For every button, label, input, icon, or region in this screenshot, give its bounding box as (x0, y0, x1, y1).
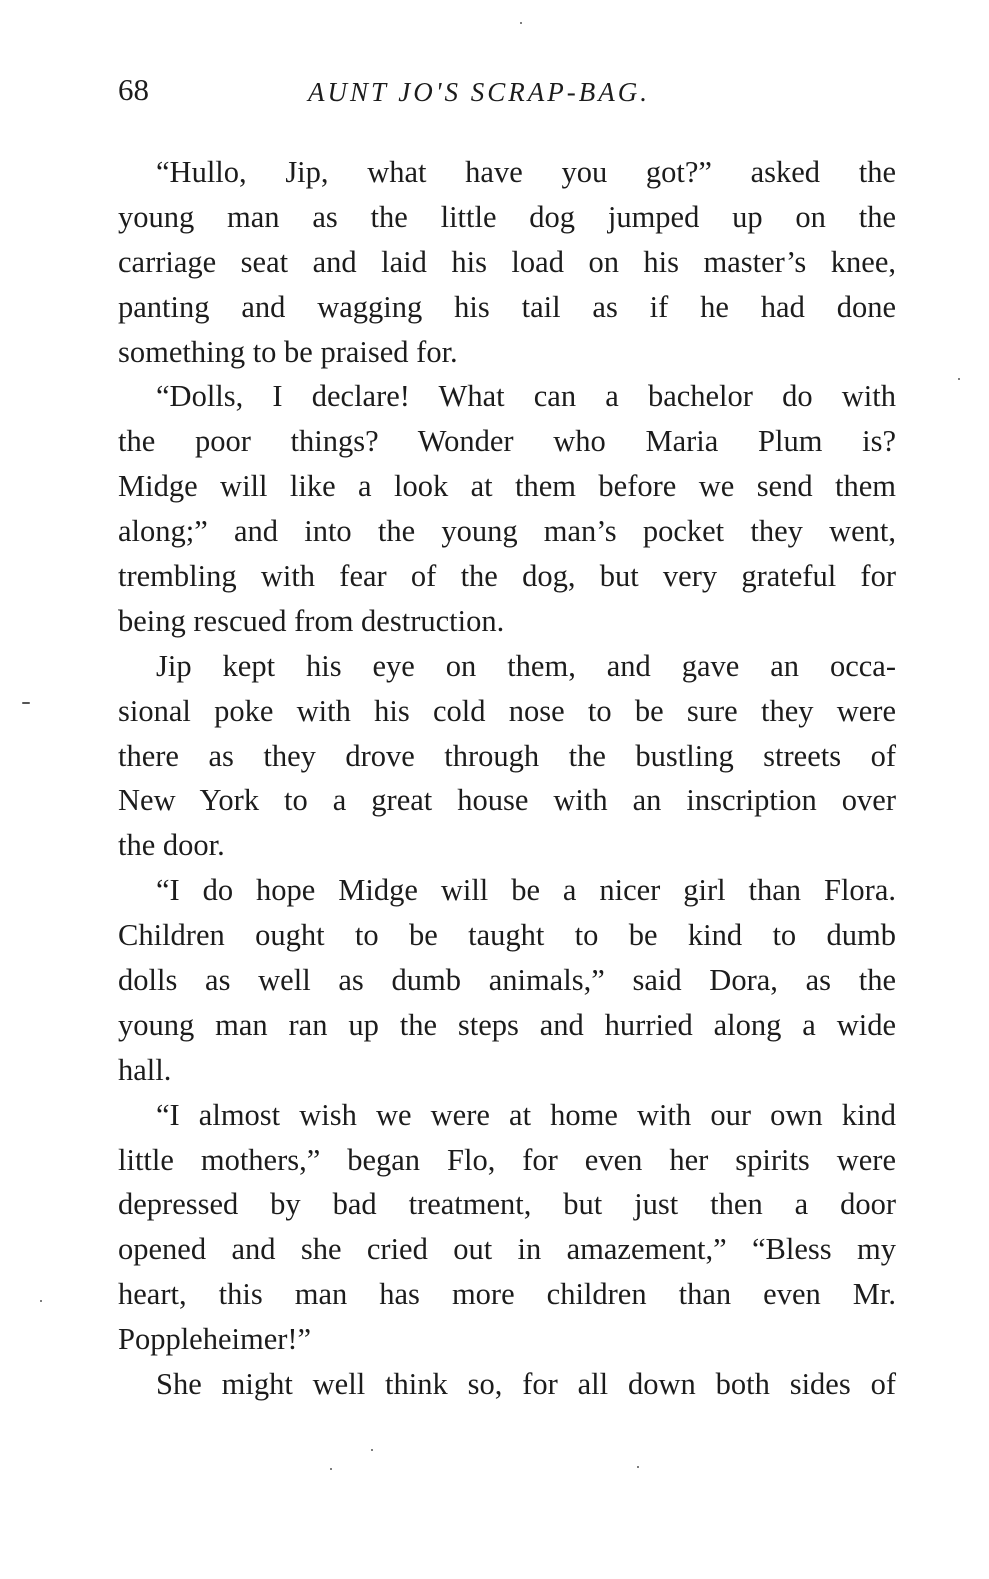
paragraph-midge-nicer (118, 868, 896, 1092)
paragraph-she-might (118, 1362, 896, 1407)
scan-speck (637, 1466, 639, 1468)
page-number: 68 (118, 72, 149, 107)
paragraph-almost-wish (118, 1093, 896, 1362)
text-line: depressed by bad treatment, but just then a door (118, 1187, 896, 1222)
text-line: “Hullo, Jip, what have you got?” asked the (156, 155, 896, 189)
text-line: “Dolls, I declare! What can a bachelor do with (156, 379, 896, 414)
running-title: AUNT JO'S SCRAP-BAG. (308, 77, 650, 107)
text-line: something to be praised for. (118, 334, 458, 369)
scan-speck (958, 378, 960, 380)
scan-speck (371, 1449, 373, 1451)
scan-speck (520, 22, 522, 24)
text-line: Jip kept his eye on them, and gave an occa- (156, 648, 896, 683)
body-text (118, 150, 896, 1407)
page-header (118, 70, 898, 114)
paragraph-hullo-jip (118, 150, 896, 374)
text-line: opened and she cried out in amazement,” “Bless my (118, 1232, 896, 1267)
scan-speck (330, 1468, 332, 1470)
text-line: She might well think so, for all down both sides of (156, 1367, 896, 1402)
text-line: being rescued from destruction. (118, 603, 505, 638)
text-line: New York to a great house with an inscription over (118, 783, 896, 818)
paragraph-dolls-declare (118, 374, 896, 643)
text-line: Children ought to be taught to be kind to dumb (118, 918, 896, 953)
text-line: sional poke with his cold nose to be sure they were (118, 693, 896, 728)
text-line: young man ran up the steps and hurried along a wide (118, 1007, 896, 1042)
scan-speck (22, 702, 30, 704)
text-line: trembling with fear of the dog, but very grateful for (118, 559, 896, 594)
text-line: “I do hope Midge will be a nicer girl than Flora. (156, 873, 896, 908)
text-line: panting and wagging his tail as if he had done (118, 289, 896, 324)
text-line: the door. (118, 828, 225, 863)
text-line: dolls as well as dumb animals,” said Dora, as the (118, 963, 896, 998)
text-line: “I almost wish we were at home with our own kind (156, 1097, 896, 1132)
scan-speck (40, 1300, 42, 1302)
text-line: carriage seat and laid his load on his master’s knee, (118, 244, 896, 279)
text-line: the poor things? Wonder who Maria Plum is? (118, 424, 896, 459)
text-line: heart, this man has more children than even Mr. (118, 1277, 896, 1312)
text-line: there as they drove through the bustling streets of (118, 738, 896, 773)
text-line: Poppleheimer!” (118, 1322, 312, 1357)
text-line: Midge will like a look at them before we send them (118, 469, 896, 504)
text-line: hall. (118, 1052, 172, 1087)
text-line: young man as the little dog jumped up on the (118, 199, 896, 234)
text-line: along;” and into the young man’s pocket they went, (118, 514, 896, 549)
text-line: little mothers,” began Flo, for even her spirits were (118, 1142, 896, 1177)
paragraph-jip-kept (118, 644, 896, 868)
